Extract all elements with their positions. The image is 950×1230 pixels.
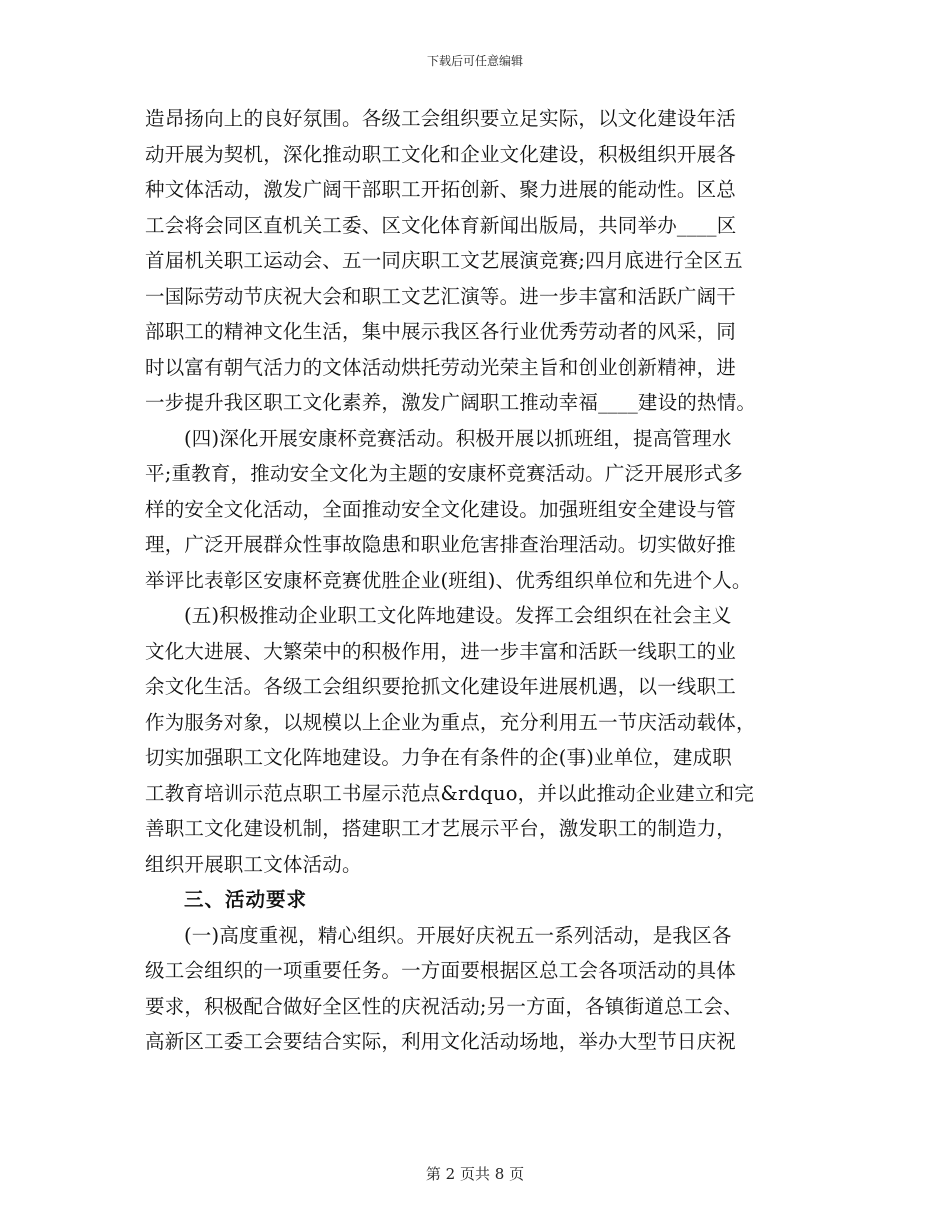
body-text [145,101,810,1060]
text-line: 时以富有朝气活力的文体活动烘托劳动光荣主旨和创业创新精神，进 [145,355,737,379]
text-line: 动开展为契机，深化推动职工文化和企业文化建设，积极组织开展各 [145,142,737,166]
text-line: 级工会组织的一项重要任务。一方面要根据区总工会各项活动的具体 [145,959,737,982]
text-line: 工教育培训示范点职工书屋示范点&rdquo，并以此推动企业建立和完 [145,781,755,805]
text-line: 作为服务对象，以规模以上企业为重点，充分利用五一节庆活动载体， [145,710,756,734]
text-line: 理，广泛开展群众性事故隐患和职业危害排查治理活动。切实做好推 [145,533,737,556]
text-line: 工会将会同区直机关工委、区文化体育新闻出版局，共同举办____区 [145,213,737,237]
text-line: 造昂扬向上的良好氛围。各级工会组织要立足实际，以文化建设年活 [145,107,737,130]
paragraph-start-line: (四)深化开展安康杯竞赛活动。积极开展以抓班组，提高管理水 [184,426,732,450]
text-line: 善职工文化建设机制，搭建职工才艺展示平台，激发职工的制造力， [145,817,737,840]
text-line: 种文体活动，激发广阔干部职工开拓创新、聚力进展的能动性。区总 [145,178,737,201]
text-line: 高新区工委工会要结合实际，利用文化活动场地，举办大型节日庆祝 [145,1030,737,1053]
text-line: 样的安全文化活动，全面推动安全文化建设。加强班组安全建设与管 [145,497,737,521]
paragraph-start-line: (五)积极推动企业职工文化阵地建设。发挥工会组织在社会主义 [184,604,732,627]
text-line: 举评比表彰区安康杯竞赛优胜企业(班组)、优秀组织单位和先进个人。 [145,568,752,592]
page-number: 第 2 页共 8 页 [425,1165,525,1183]
text-line: 组织开展职工文体活动。 [145,852,362,876]
text-line: 切实加强职工文化阵地建设。力争在有条件的企(事)业单位，建成职 [145,746,732,769]
text-line: 一国际劳动节庆祝大会和职工文艺汇演等。进一步丰富和活跃广阔干 [145,284,737,308]
section-heading: 三、活动要求 [184,888,308,911]
text-line: 部职工的精神文化生活，集中展示我区各行业优秀劳动者的风采，同 [145,320,737,343]
text-line: 平;重教育，推动安全文化为主题的安康杯竞赛活动。广泛开展形式多 [145,462,743,485]
page-header: 下载后可任意编辑 [426,54,523,68]
paragraph-start-line: (一)高度重视，精心组织。开展好庆祝五一系列活动，是我区各 [184,923,732,947]
text-line: 要求，积极配合做好全区性的庆祝活动;另一方面，各镇街道总工会、 [145,994,743,1018]
text-line: 文化大进展、大繁荣中的积极作用，进一步丰富和活跃一线职工的业 [145,639,737,663]
text-line: 余文化生活。各级工会组织要抢抓文化建设年进展机遇，以一线职工 [145,675,737,698]
text-line: 一步提升我区职工文化素养，激发广阔职工推动幸福____建设的热情。 [145,391,757,414]
text-line: 首届机关职工运动会、五一同庆职工文艺展演竞赛;四月底进行全区五 [145,249,743,272]
